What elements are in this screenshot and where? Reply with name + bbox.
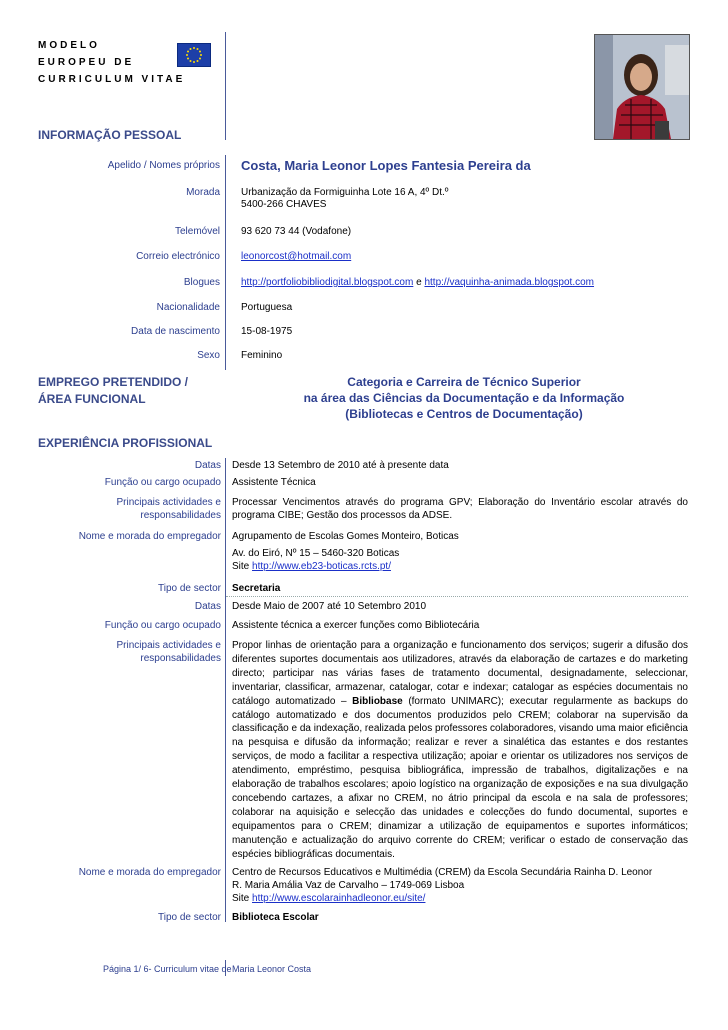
- footer-author: Maria Leonor Costa: [232, 964, 312, 974]
- exp2-activities-label: Principais actividades e responsabilidades: [116, 640, 221, 664]
- exp2-role-label: Função ou cargo ocupado: [104, 620, 221, 631]
- exp1-employer-label: Nome e morada do empregador: [78, 531, 221, 542]
- exp1-sector: Secretaria: [232, 583, 281, 594]
- eu-flag-icon: [177, 43, 211, 67]
- exp2-activities-part-1: Propor linhas de orientação para a organização e funcionamento dos serviços; sugerir a difusão dos diferentes suportes documentais aos utilizadores, através da elaboração de cartazes e do marketing directo; participar nas várias fases de tratamento documental, designadamente, seleccionar, inventariar, classificar, armazenar, catalogar, cotar e indexar; catalogar as espécies documentais no catálogo automatizado –: [232, 640, 688, 707]
- mobile-value: 93 620 73 44 (Vodafone): [241, 226, 352, 237]
- personal-divider: [225, 155, 226, 370]
- section-title-job-1: EMPREGO PRETENDIDO /: [38, 375, 189, 389]
- exp2-employer-label: Nome e morada do empregador: [78, 867, 221, 878]
- portrait-photo: [594, 34, 690, 140]
- exp2-employer-line-1: Centro de Recursos Educativos e Multimédia (CREM) da Escola Secundária Rainha D. Leonor: [232, 867, 653, 878]
- exp2-dates: Desde Maio de 2007 até 10 Setembro 2010: [232, 601, 427, 612]
- header-line-1: MODELO: [38, 40, 100, 51]
- exp1-dates: Desde 13 Setembro de 2010 até à presente data: [232, 460, 449, 471]
- exp1-employer: [232, 530, 688, 574]
- exp1-activities-label: Principais actividades e responsabilidades: [116, 497, 221, 521]
- exp1-role: Assistente Técnica: [232, 477, 316, 488]
- job-goal-line-3: (Bibliotecas e Centros de Documentação): [345, 407, 583, 421]
- blogs-row: [241, 277, 594, 288]
- exp2-employer: [232, 866, 688, 906]
- exp2-sector-label: Tipo de sector: [158, 912, 221, 923]
- footer-page-info: Página 1/ 6- Curriculum vitae de: [103, 964, 232, 974]
- exp2-sector: Biblioteca Escolar: [232, 912, 319, 923]
- experience-divider: [225, 458, 226, 922]
- blog-separator: e: [413, 277, 425, 288]
- exp1-role-label: Função ou cargo ocupado: [104, 477, 221, 488]
- exp1-employer-site-row: [232, 560, 688, 573]
- job-goal: [230, 374, 698, 422]
- sex-label: Sexo: [197, 350, 220, 361]
- nationality-value: Portuguesa: [241, 302, 293, 313]
- header-divider: [225, 32, 226, 140]
- birth-label: Data de nascimento: [131, 326, 220, 337]
- exp1-employer-line-1: Agrupamento de Escolas Gomes Monteiro, Boticas: [232, 531, 459, 542]
- exp2-activities-part-2: (formato UNIMARC); executar regularmente as backups do catálogo automatizado e dos documentos produzidos pelo CREM; colaborar na supervisão da classificação e da indexação, realizada pelos professores colaboradores, visando uma maior eficiência na pesquisa e difusão da informação; realizar e rever a sinalética das estantes e dos restantes serviços, de modo a facilitar a respectiva utilização; apoiar e orientar os utilizadores nos serviços de atendimento, empréstimo, pesquisa bibliográfica, impressão de trabalhos, digitalizações e na elaboração de trabalhos escolares; apoio logístico na organização de exposições e na sua divulgação concebendo cartazes, a afixar no CREM, no átrio principal da escola e na sala de professores; colaborar na aquisição e selecção das unidades e colecções do fundo documental, suportes e equipamentos para o CREM; dinamizar a utilização de equipamentos e suportes informáticos; manutenção e actualização do arquivo corrente do CREM; verificar o estado de conservação das espécies bibliográficas documentais.: [232, 695, 688, 860]
- blog-link-2[interactable]: http://vaquinha-animada.blogspot.com: [424, 277, 595, 288]
- birth-value: 15-08-1975: [241, 326, 293, 337]
- email-row: [241, 251, 351, 262]
- address-line-2: 5400-266 CHAVES: [241, 199, 327, 210]
- blog-link-1[interactable]: http://portfoliobibliodigital.blogspot.com: [241, 277, 414, 288]
- experience-separator: [226, 596, 688, 597]
- exp2-employer-line-2: R. Maria Amália Vaz de Carvalho – 1749-069 Lisboa: [232, 880, 465, 892]
- exp2-activities-bold: Bibliobase: [352, 695, 403, 707]
- exp1-site-prefix: Site: [232, 561, 253, 573]
- section-title-personal: INFORMAÇÃO PESSOAL: [38, 128, 182, 142]
- section-title-job-2: ÁREA FUNCIONAL: [38, 392, 146, 406]
- exp1-activities: Processar Vencimentos através do programa GPV; Elaboração do Inventário escolar através do programa CIBE; Gestão dos processos da ADSE.: [232, 497, 688, 522]
- sex-value: Feminino: [241, 350, 283, 361]
- exp1-dates-label: Datas: [194, 460, 221, 471]
- section-title-experience: EXPERIÊNCIA PROFISSIONAL: [38, 436, 213, 450]
- job-goal-line-2: na área das Ciências da Documentação e da Informação: [303, 391, 625, 405]
- nationality-label: Nacionalidade: [156, 302, 220, 313]
- exp2-dates-label: Datas: [194, 601, 221, 612]
- exp2-employer-site-row: [232, 892, 688, 905]
- exp1-sector-label: Tipo de sector: [158, 583, 221, 594]
- job-goal-line-1: Categoria e Carreira de Técnico Superior: [347, 375, 581, 389]
- header-line-2: EUROPEU DE: [38, 57, 135, 68]
- name-label: Apelido / Nomes próprios: [107, 160, 220, 171]
- header-line-3: CURRICULUM VITAE: [38, 74, 186, 85]
- exp2-site-link[interactable]: http://www.escolarainhadleonor.eu/site/: [252, 893, 426, 905]
- exp1-site-link[interactable]: http://www.eb23-boticas.rcts.pt/: [252, 561, 391, 573]
- email-label: Correio electrónico: [136, 251, 220, 262]
- exp2-site-prefix: Site: [232, 893, 253, 905]
- mobile-label: Telemóvel: [174, 226, 220, 237]
- exp2-activities: [232, 639, 688, 862]
- exp2-role: Assistente técnica a exercer funções como Bibliotecária: [232, 620, 480, 631]
- address-line-1: Urbanização da Formiguinha Lote 16 A, 4º Dt.º: [241, 187, 449, 198]
- blogs-label: Blogues: [183, 277, 220, 288]
- address-label: Morada: [186, 187, 220, 198]
- email-link[interactable]: leonorcost@hotmail.com: [241, 251, 352, 262]
- name-value: Costa, Maria Leonor Lopes Fantesia Pereira da: [241, 158, 531, 173]
- exp1-employer-line-2: Av. do Eiró, Nº 15 – 5460-320 Boticas: [232, 548, 400, 560]
